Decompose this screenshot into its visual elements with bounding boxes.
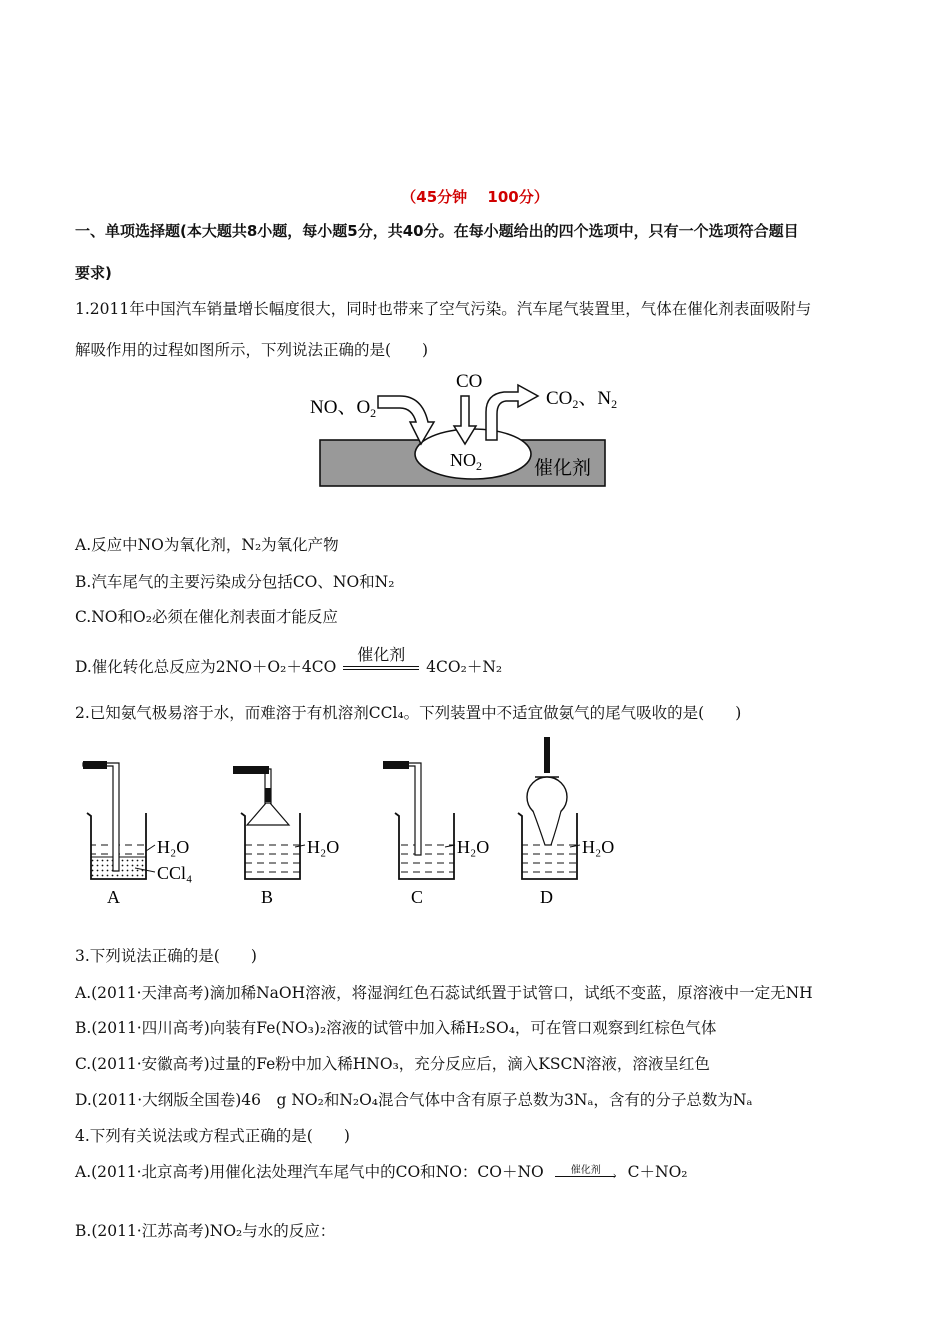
section-title-line2: 要求) <box>75 264 112 282</box>
q1-stem-line2: 解吸作用的过程如图所示，下列说法正确的是( ) <box>75 341 429 359</box>
q3-option-b: B.(2011·四川高考)向装有Fe(NO₃)₂溶液的试管中加入稀H₂SO₄，可在管口观察到红棕色气体 <box>75 1019 717 1037</box>
beaker-c <box>383 761 454 879</box>
label-c-h2o: H₂O <box>457 837 490 857</box>
q1-option-a: A.反应中NO为氧化剂，N₂为氧化产物 <box>75 536 339 554</box>
fig-co: CO <box>456 371 483 392</box>
q1-option-b: B.汽车尾气的主要污染成分包括CO、NO和N₂ <box>75 573 395 591</box>
q4-option-a-left: A.(2011·北京高考)用催化法处理汽车尾气中的CO和NO：CO＋NO <box>75 1163 544 1181</box>
label-c: C <box>411 887 424 907</box>
label-d: D <box>540 887 553 907</box>
svg-text:CO2、N2 <box>546 388 617 411</box>
fig-reactant: NO、O <box>310 397 371 418</box>
label-a-h2o: H₂O <box>157 837 190 857</box>
fig-middle: NO <box>450 450 476 470</box>
catalyst-condition: 催化剂 <box>357 645 406 664</box>
label-b: B <box>261 887 274 907</box>
label-d-h2o: H₂O <box>582 837 615 857</box>
q4-reaction-arrow <box>551 1163 621 1183</box>
outflow-arrow-icon <box>486 385 538 440</box>
q4-option-a <box>75 1160 687 1183</box>
fig-product-sub: 2 <box>572 397 579 411</box>
q4-option-a-right: C＋NO₂ <box>627 1163 688 1181</box>
absorption-apparatus-diagram <box>75 733 635 913</box>
q1-option-d <box>75 645 503 678</box>
inflow-arrow-icon <box>378 396 434 444</box>
arrow-head-icon: › <box>612 1171 617 1182</box>
q4-stem: 4.下列有关说法或方程式正确的是( ) <box>75 1127 350 1145</box>
q1-option-c: C.NO和O₂必须在催化剂表面才能反应 <box>75 608 338 626</box>
svg-text:NO、O2 <box>310 397 376 420</box>
fig-reactant-sub: 2 <box>370 406 377 420</box>
q3-option-d: D.(2011·大纲版全国卷)46 g NO₂和N₂O₄混合气体中含有原子总数为3Nₐ，含有的分子总数为Nₐ <box>75 1091 753 1109</box>
q3-option-c: C.(2011·安徽高考)过量的Fe粉中加入稀HNO₃，充分反应后，滴入KSCN溶液，溶液呈红色 <box>75 1055 710 1073</box>
fig-product-n: 、N <box>578 388 612 409</box>
equation-equal-sign <box>343 645 419 678</box>
q3-stem: 3.下列说法正确的是( ) <box>75 947 257 965</box>
beaker-a <box>83 761 146 879</box>
q4-catalyst-condition: 催化剂 <box>570 1165 601 1176</box>
catalyst-diagram <box>300 368 620 494</box>
fig-catalyst: 催化剂 <box>534 457 592 479</box>
beaker-b <box>233 766 300 879</box>
label-a-ccl4: CCl₄ <box>157 863 193 883</box>
section-title-line1: 一、单项选择题(本大题共8小题，每小题5分，共40分。在每小题给出的四个选项中，只有一个选项符合题目 <box>75 222 799 240</box>
q1-option-d-left: D.催化转化总反应为2NO＋O₂＋4CO <box>75 658 337 676</box>
fig-product-n-sub: 2 <box>611 397 618 411</box>
time-score-header: （45分钟 100分） <box>401 188 549 206</box>
fig-product: CO <box>546 388 573 409</box>
q1-stem-line1: 1.2011年中国汽车销量增长幅度很大，同时也带来了空气污染。汽车尾气装置里，气体在催化剂表面吸附与 <box>75 300 812 318</box>
q1-option-d-right: 4CO₂＋N₂ <box>426 658 503 676</box>
fig-middle-sub: 2 <box>476 459 482 473</box>
label-a: A <box>107 887 120 907</box>
beaker-d <box>518 737 577 879</box>
q3-option-a: A.(2011·天津高考)滴加稀NaOH溶液，将湿润红色石蕊试纸置于试管口，试纸不变蓝，原溶液中一定无NH <box>75 984 813 1002</box>
label-b-h2o: H₂O <box>307 837 340 857</box>
q4-option-b: B.(2011·江苏高考)NO₂与水的反应： <box>75 1222 336 1240</box>
q2-stem: 2.已知氨气极易溶于水，而难溶于有机溶剂CCl₄。下列装置中不适宜做氨气的尾气吸收的是( ) <box>75 704 742 722</box>
